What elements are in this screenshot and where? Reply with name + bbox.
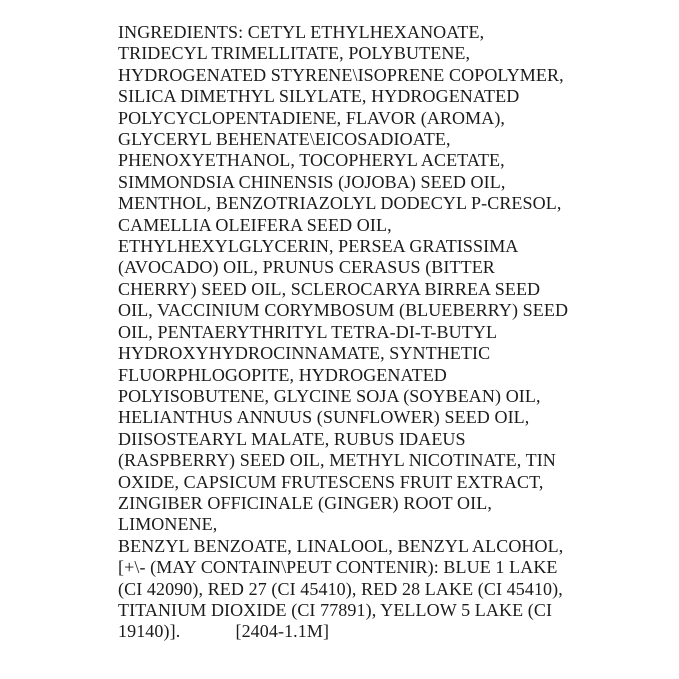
ingredients-line: POLYCYCLOPENTADIENE, FLAVOR (AROMA), xyxy=(118,107,506,128)
ingredients-line: OXIDE, CAPSICUM FRUTESCENS FRUIT EXTRACT, xyxy=(118,471,544,492)
ingredients-line: MENTHOL, BENZOTRIAZOLYL DODECYL P-CRESOL, xyxy=(118,193,562,214)
ingredients-line: BENZYL BENZOATE, LINALOOL, BENZYL ALCOHOL, xyxy=(118,535,564,556)
ingredients-line: SIMMONDSIA CHINENSIS (JOJOBA) SEED OIL, xyxy=(118,171,506,192)
ingredients-line: (RASPBERRY) SEED OIL, METHYL NICOTINATE, TIN xyxy=(118,450,556,471)
ingredients-line: TRIDECYL TRIMELLITATE, POLYBUTENE, xyxy=(118,43,471,64)
ingredients-line: (CI 42090), RED 27 (CI 45410), RED 28 LAKE (CI 45410), xyxy=(118,578,563,599)
ingredients-line: CHERRY) SEED OIL, SCLEROCARYA BIRREA SEED xyxy=(118,278,541,299)
ingredients-line: OIL, PENTAERYTHRITYL TETRA-DI-T-BUTYL xyxy=(118,321,498,342)
ingredients-line: LIMONENE, xyxy=(118,514,218,535)
ingredients-line: HELIANTHUS ANNUUS (SUNFLOWER) SEED OIL, xyxy=(118,407,530,428)
ingredients-line: ETHYLHEXYLGLYCERIN, PERSEA GRATISSIMA xyxy=(118,236,519,257)
ingredients-line: INGREDIENTS: CETYL ETHYLHEXANOATE, xyxy=(118,22,485,42)
ingredients-line: HYDROGENATED STYRENE\ISOPRENE COPOLYMER, xyxy=(118,64,564,85)
ingredients-line: TITANIUM DIOXIDE (CI 77891), YELLOW 5 LAKE (CI xyxy=(118,599,553,620)
ingredients-line: ZINGIBER OFFICINALE (GINGER) ROOT OIL, xyxy=(118,492,492,513)
ingredients-line: CAMELLIA OLEIFERA SEED OIL, xyxy=(118,214,392,235)
ingredients-line: (AVOCADO) OIL, PRUNUS CERASUS (BITTER xyxy=(118,257,495,278)
ingredients-line: OIL, VACCINIUM CORYMBOSUM (BLUEBERRY) SEED xyxy=(118,300,569,321)
ingredients-line: DIISOSTEARYL MALATE, RUBUS IDAEUS xyxy=(118,428,466,449)
ingredients-line: SILICA DIMETHYL SILYLATE, HYDROGENATED xyxy=(118,86,520,107)
ingredients-line: HYDROXYHYDROCINNAMATE, SYNTHETIC xyxy=(118,343,491,364)
ingredients-line: PHENOXYETHANOL, TOCOPHERYL ACETATE, xyxy=(118,150,505,171)
ingredients-line: [+\- (MAY CONTAIN\PEUT CONTENIR): BLUE 1 LAKE xyxy=(118,557,558,578)
ingredients-line: POLYISOBUTENE, GLYCINE SOJA (SOYBEAN) OIL, xyxy=(118,385,541,406)
ingredients-line: FLUORPHLOGOPITE, HYDROGENATED xyxy=(118,364,447,385)
ingredients-text-block xyxy=(118,22,623,643)
ingredients-line-batch-code: 19140)]. [2404-1.1M] xyxy=(118,621,330,642)
ingredients-line: GLYCERYL BEHENATE\EICOSADIOATE, xyxy=(118,129,451,150)
